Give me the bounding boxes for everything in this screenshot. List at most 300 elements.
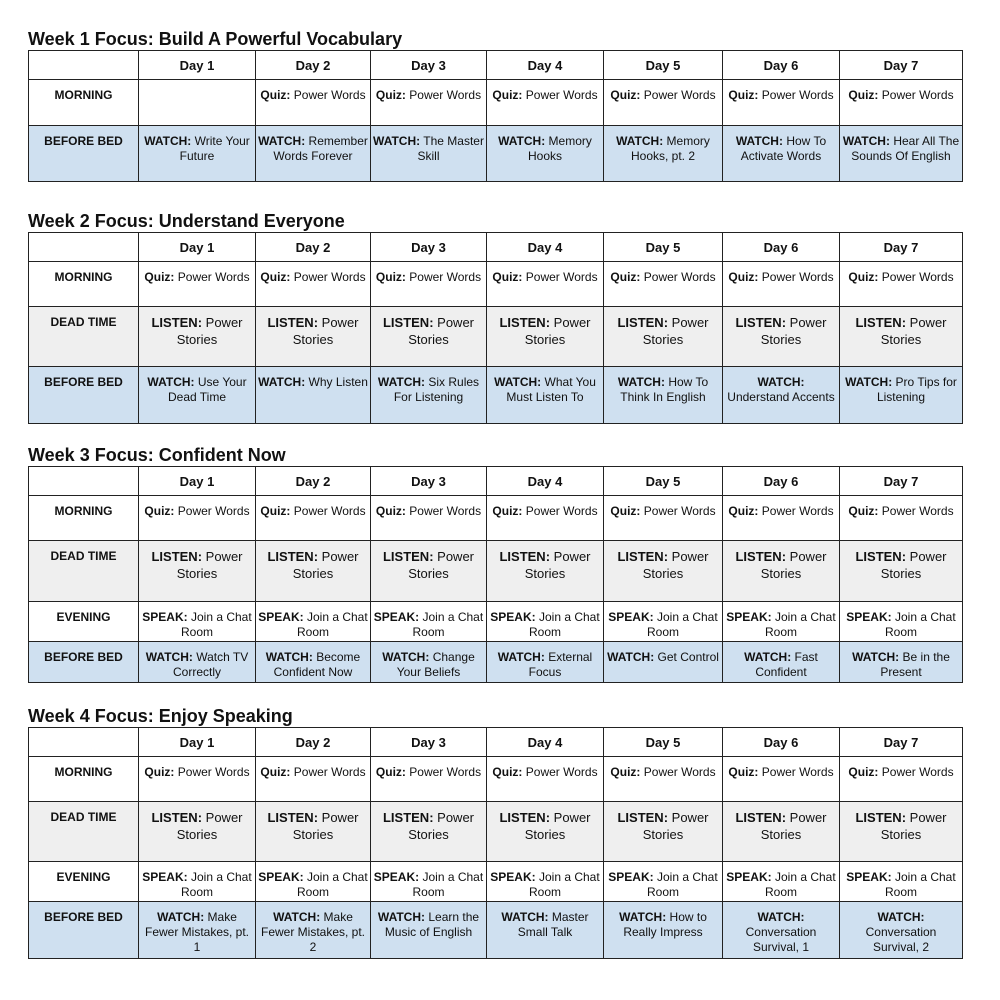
morning-row: [29, 262, 963, 307]
week-title: Week 4 Focus: Enjoy Speaking: [28, 706, 293, 726]
activity-cell: [139, 602, 256, 642]
activity-title: Join a Chat Room: [180, 610, 252, 639]
activity-type: WATCH:: [145, 650, 193, 664]
activity-cell: [604, 642, 723, 683]
activity-type: SPEAK:: [490, 610, 536, 624]
header-row: [29, 467, 963, 496]
dead-row: [29, 802, 963, 862]
row-label: EVENING: [29, 602, 139, 642]
activity-cell: [604, 757, 723, 802]
activity-type: Quiz:: [848, 88, 879, 102]
activity-cell: [840, 602, 963, 642]
activity-title: Power Stories: [880, 810, 947, 842]
activity-cell: [723, 307, 840, 367]
activity-title: Power Words: [761, 504, 834, 518]
activity-type: WATCH:: [373, 134, 421, 148]
day-header: Day 6: [723, 233, 840, 262]
day-header: Day 1: [139, 728, 256, 757]
activity-type: SPEAK:: [726, 870, 772, 884]
activity-cell: [256, 902, 371, 959]
activity-title: Power Words: [881, 765, 954, 779]
activity-type: Quiz:: [260, 88, 291, 102]
morning-row: [29, 757, 963, 802]
activity-cell: [139, 902, 256, 959]
activity-type: WATCH:: [852, 650, 900, 664]
activity-title: The Master Skill: [417, 134, 484, 163]
activity-cell: [723, 802, 840, 862]
activity-title: Join a Chat Room: [296, 870, 368, 899]
morning-row: [29, 496, 963, 541]
activity-type: WATCH:: [144, 134, 192, 148]
activity-type: LISTEN:: [735, 810, 787, 825]
activity-cell: [723, 862, 840, 902]
activity-cell: [256, 126, 371, 182]
activity-cell: [723, 642, 840, 683]
activity-title: Power Words: [293, 270, 366, 284]
activity-type: WATCH:: [619, 910, 667, 924]
activity-cell: [371, 126, 487, 182]
activity-title: Remember Words Forever: [273, 134, 368, 163]
activity-title: Power Words: [761, 270, 834, 284]
header-row: [29, 51, 963, 80]
activity-title: External Focus: [528, 650, 593, 679]
activity-cell: [840, 862, 963, 902]
dead-row: [29, 541, 963, 602]
activity-type: Quiz:: [610, 270, 641, 284]
activity-title: Power Stories: [176, 549, 243, 581]
day-header: Day 7: [840, 467, 963, 496]
activity-cell: [371, 757, 487, 802]
activity-title: Power Words: [525, 504, 598, 518]
activity-title: Conversation Survival, 1: [745, 925, 817, 954]
day-header: Day 5: [604, 51, 723, 80]
activity-title: Join a Chat Room: [296, 610, 368, 639]
activity-type: WATCH:: [157, 910, 205, 924]
row-label: DEAD TIME: [29, 802, 139, 862]
activity-title: Power Words: [409, 504, 482, 518]
activity-type: LISTEN:: [855, 549, 907, 564]
day-header: Day 3: [371, 233, 487, 262]
activity-cell: [840, 307, 963, 367]
activity-title: Change Your Beliefs: [396, 650, 475, 679]
activity-title: Join a Chat Room: [412, 870, 484, 899]
week-3-table: [28, 466, 963, 683]
activity-cell: [840, 126, 963, 182]
activity-type: Quiz:: [144, 504, 175, 518]
row-label: MORNING: [29, 262, 139, 307]
activity-cell: [723, 80, 840, 126]
activity-type: Quiz:: [144, 765, 175, 779]
row-label: BEFORE BED: [29, 902, 139, 959]
row-label: DEAD TIME: [29, 307, 139, 367]
activity-type: LISTEN:: [499, 549, 551, 564]
activity-cell: [371, 262, 487, 307]
activity-type: SPEAK:: [608, 870, 654, 884]
activity-cell: [604, 80, 723, 126]
activity-cell: [487, 602, 604, 642]
activity-type: WATCH:: [265, 650, 313, 664]
activity-cell: [256, 80, 371, 126]
activity-title: Power Stories: [408, 315, 475, 347]
activity-cell: [256, 862, 371, 902]
activity-title: Join a Chat Room: [764, 610, 836, 639]
activity-cell: [371, 307, 487, 367]
activity-cell: [256, 802, 371, 862]
week-1-table: [28, 50, 963, 182]
activity-title: Power Words: [293, 504, 366, 518]
activity-type: WATCH:: [258, 134, 306, 148]
activity-type: Quiz:: [375, 270, 406, 284]
activity-type: LISTEN:: [855, 315, 907, 330]
activity-type: LISTEN:: [855, 810, 907, 825]
activity-type: WATCH:: [735, 134, 783, 148]
activity-type: WATCH:: [273, 910, 321, 924]
day-header: Day 6: [723, 728, 840, 757]
activity-cell: [256, 262, 371, 307]
activity-cell: [487, 496, 604, 541]
day-header: Day 7: [840, 51, 963, 80]
activity-title: Power Words: [409, 88, 482, 102]
activity-cell: [487, 262, 604, 307]
activity-title: Power Words: [525, 270, 598, 284]
row-label: MORNING: [29, 80, 139, 126]
activity-cell: [723, 757, 840, 802]
activity-title: Power Stories: [642, 315, 709, 347]
activity-cell: [487, 126, 604, 182]
day-header: Day 4: [487, 728, 604, 757]
activity-type: LISTEN:: [151, 315, 203, 330]
corner-cell: [29, 233, 139, 262]
activity-cell: [139, 367, 256, 424]
activity-type: WATCH:: [757, 910, 805, 924]
activity-type: Quiz:: [728, 270, 759, 284]
activity-type: Quiz:: [375, 504, 406, 518]
week-4-section: [28, 705, 962, 959]
day-header: Day 4: [487, 233, 604, 262]
morning-row: [29, 80, 963, 126]
day-header: Day 4: [487, 51, 604, 80]
activity-cell: [840, 757, 963, 802]
activity-cell: [139, 496, 256, 541]
header-row: [29, 728, 963, 757]
activity-title: Power Stories: [408, 549, 475, 581]
activity-title: Power Words: [293, 765, 366, 779]
activity-title: Power Words: [525, 88, 598, 102]
activity-type: Quiz:: [728, 504, 759, 518]
activity-type: SPEAK:: [258, 870, 304, 884]
activity-cell: [604, 307, 723, 367]
activity-type: LISTEN:: [617, 315, 669, 330]
activity-title: Join a Chat Room: [646, 610, 718, 639]
activity-title: Power Words: [177, 504, 250, 518]
activity-type: SPEAK:: [608, 610, 654, 624]
activity-title: Power Stories: [642, 810, 709, 842]
activity-cell: [487, 902, 604, 959]
activity-type: LISTEN:: [267, 315, 319, 330]
activity-cell: [371, 642, 487, 683]
activity-cell: [256, 602, 371, 642]
activity-cell: [139, 862, 256, 902]
activity-type: Quiz:: [848, 504, 879, 518]
activity-title: Why Listen: [308, 375, 368, 389]
activity-title: Make Fewer Mistakes, pt. 1: [144, 910, 250, 954]
activity-cell: [139, 80, 256, 126]
week-2-section: [28, 210, 962, 424]
activity-cell: [371, 541, 487, 602]
activity-title: Be in the Present: [880, 650, 950, 679]
activity-title: Master Small Talk: [517, 910, 589, 939]
activity-type: WATCH:: [377, 910, 426, 924]
activity-cell: [487, 802, 604, 862]
activity-type: LISTEN:: [617, 810, 669, 825]
activity-title: Fast Confident: [755, 650, 818, 679]
activity-type: LISTEN:: [151, 810, 203, 825]
activity-cell: [604, 496, 723, 541]
activity-title: Power Words: [643, 765, 716, 779]
activity-cell: [723, 602, 840, 642]
activity-title: Power Words: [761, 88, 834, 102]
day-header: Day 5: [604, 233, 723, 262]
activity-cell: [840, 367, 963, 424]
activity-type: Quiz:: [492, 88, 523, 102]
activity-type: Quiz:: [375, 765, 406, 779]
activity-cell: [371, 367, 487, 424]
activity-type: LISTEN:: [382, 315, 434, 330]
activity-title: How To Activate Words: [740, 134, 827, 163]
week-4-table: [28, 727, 963, 959]
activity-title: Power Words: [643, 88, 716, 102]
activity-title: Join a Chat Room: [646, 870, 718, 899]
activity-title: Power Stories: [524, 549, 591, 581]
activity-type: WATCH:: [497, 650, 545, 664]
activity-title: How to Really Impress: [623, 910, 707, 939]
corner-cell: [29, 467, 139, 496]
activity-type: SPEAK:: [142, 870, 188, 884]
activity-title: Power Words: [881, 270, 954, 284]
activity-type: WATCH:: [377, 375, 426, 389]
activity-type: WATCH:: [607, 650, 655, 664]
activity-title: Power Stories: [760, 315, 827, 347]
activity-type: Quiz:: [492, 504, 523, 518]
activity-type: Quiz:: [260, 765, 291, 779]
activity-cell: [723, 902, 840, 959]
activity-cell: [487, 307, 604, 367]
week-title: Week 3 Focus: Confident Now: [28, 445, 286, 465]
row-label: BEFORE BED: [29, 642, 139, 683]
activity-cell: [723, 262, 840, 307]
activity-title: Power Stories: [760, 549, 827, 581]
activity-type: SPEAK:: [373, 610, 420, 624]
activity-cell: [604, 367, 723, 424]
activity-cell: [139, 126, 256, 182]
day-header: Day 5: [604, 467, 723, 496]
activity-title: Join a Chat Room: [412, 610, 484, 639]
activity-title: How To Think In English: [620, 375, 709, 404]
activity-title: Power Stories: [408, 810, 475, 842]
activity-type: Quiz:: [375, 88, 406, 102]
activity-title: Power Stories: [642, 549, 709, 581]
activity-type: Quiz:: [260, 270, 291, 284]
activity-cell: [840, 902, 963, 959]
activity-type: WATCH:: [258, 375, 306, 389]
activity-cell: [840, 262, 963, 307]
activity-title: Hear All The Sounds Of English: [851, 134, 960, 163]
activity-cell: [840, 80, 963, 126]
day-header: Day 7: [840, 233, 963, 262]
row-label: MORNING: [29, 496, 139, 541]
activity-cell: [840, 642, 963, 683]
week-1-section: [28, 28, 962, 182]
bed-row: [29, 902, 963, 959]
activity-cell: [604, 862, 723, 902]
activity-type: LISTEN:: [735, 315, 787, 330]
activity-cell: [256, 642, 371, 683]
activity-title: Understand Accents: [727, 390, 835, 404]
week-title: Week 2 Focus: Understand Everyone: [28, 211, 345, 231]
activity-type: SPEAK:: [846, 870, 892, 884]
activity-cell: [371, 496, 487, 541]
activity-title: Memory Hooks, pt. 2: [630, 134, 710, 163]
activity-type: Quiz:: [728, 765, 759, 779]
activity-type: WATCH:: [501, 910, 549, 924]
activity-title: Power Words: [881, 504, 954, 518]
activity-title: Power Words: [409, 765, 482, 779]
evening-row: [29, 862, 963, 902]
activity-cell: [723, 541, 840, 602]
activity-cell: [487, 80, 604, 126]
activity-cell: [604, 802, 723, 862]
activity-cell: [256, 541, 371, 602]
activity-type: LISTEN:: [617, 549, 669, 564]
activity-title: Become Confident Now: [273, 650, 361, 679]
activity-type: SPEAK:: [490, 870, 536, 884]
activity-type: Quiz:: [492, 765, 523, 779]
activity-type: LISTEN:: [151, 549, 203, 564]
activity-cell: [139, 802, 256, 862]
activity-type: LISTEN:: [499, 810, 551, 825]
activity-cell: [840, 496, 963, 541]
activity-title: Power Stories: [880, 549, 947, 581]
activity-type: WATCH:: [744, 650, 792, 664]
activity-title: Learn the Music of English: [384, 910, 480, 939]
activity-type: LISTEN:: [382, 549, 434, 564]
activity-cell: [256, 757, 371, 802]
activity-type: Quiz:: [610, 504, 641, 518]
activity-cell: [487, 541, 604, 602]
activity-cell: [371, 902, 487, 959]
row-label: DEAD TIME: [29, 541, 139, 602]
activity-title: Six Rules For Listening: [393, 375, 480, 404]
activity-cell: [604, 902, 723, 959]
activity-title: Join a Chat Room: [884, 610, 956, 639]
header-row: [29, 233, 963, 262]
activity-type: WATCH:: [147, 375, 195, 389]
day-header: Day 3: [371, 467, 487, 496]
activity-title: Join a Chat Room: [764, 870, 836, 899]
activity-type: WATCH:: [494, 375, 542, 389]
day-header: Day 6: [723, 467, 840, 496]
day-header: Day 2: [256, 467, 371, 496]
activity-title: Power Words: [177, 765, 250, 779]
row-label: MORNING: [29, 757, 139, 802]
activity-cell: [256, 307, 371, 367]
activity-title: Power Words: [881, 88, 954, 102]
activity-title: Power Stories: [292, 315, 359, 347]
row-label: BEFORE BED: [29, 126, 139, 182]
activity-title: Power Stories: [292, 810, 359, 842]
activity-type: LISTEN:: [267, 549, 319, 564]
activity-type: LISTEN:: [735, 549, 787, 564]
bed-row: [29, 126, 963, 182]
activity-type: SPEAK:: [726, 610, 772, 624]
activity-type: Quiz:: [610, 88, 641, 102]
day-header: Day 3: [371, 51, 487, 80]
activity-title: Write Your Future: [179, 134, 250, 163]
activity-title: Power Words: [761, 765, 834, 779]
activity-type: Quiz:: [492, 270, 523, 284]
bed-row: [29, 642, 963, 683]
activity-type: WATCH:: [617, 375, 665, 389]
activity-cell: [604, 602, 723, 642]
activity-title: Power Words: [409, 270, 482, 284]
row-label: EVENING: [29, 862, 139, 902]
evening-row: [29, 602, 963, 642]
activity-title: Power Words: [643, 504, 716, 518]
activity-title: Power Stories: [760, 810, 827, 842]
activity-cell: [723, 496, 840, 541]
activity-type: Quiz:: [610, 765, 641, 779]
activity-type: WATCH:: [498, 134, 546, 148]
activity-cell: [840, 541, 963, 602]
activity-cell: [723, 126, 840, 182]
activity-title: Power Stories: [880, 315, 947, 347]
day-header: Day 2: [256, 51, 371, 80]
activity-type: Quiz:: [728, 88, 759, 102]
activity-title: Join a Chat Room: [884, 870, 956, 899]
activity-cell: [840, 802, 963, 862]
day-header: Day 2: [256, 728, 371, 757]
activity-type: LISTEN:: [499, 315, 551, 330]
activity-type: WATCH:: [382, 650, 430, 664]
activity-title: Join a Chat Room: [528, 610, 600, 639]
bed-row: [29, 367, 963, 424]
activity-title: Power Stories: [524, 315, 591, 347]
activity-title: Power Stories: [524, 810, 591, 842]
activity-cell: [139, 262, 256, 307]
activity-type: WATCH:: [877, 910, 925, 924]
activity-type: LISTEN:: [382, 810, 434, 825]
activity-cell: [256, 496, 371, 541]
dead-row: [29, 307, 963, 367]
activity-title: Power Words: [293, 88, 366, 102]
activity-type: Quiz:: [848, 765, 879, 779]
day-header: Day 4: [487, 467, 604, 496]
activity-cell: [604, 126, 723, 182]
activity-cell: [139, 642, 256, 683]
activity-type: Quiz:: [848, 270, 879, 284]
week-3-section: [28, 444, 962, 683]
activity-cell: [487, 757, 604, 802]
activity-cell: [139, 307, 256, 367]
activity-cell: [371, 80, 487, 126]
week-title: Week 1 Focus: Build A Powerful Vocabulary: [28, 29, 403, 49]
activity-title: Power Words: [177, 270, 250, 284]
activity-type: SPEAK:: [258, 610, 304, 624]
activity-cell: [604, 262, 723, 307]
activity-type: WATCH:: [845, 375, 893, 389]
activity-cell: [487, 642, 604, 683]
activity-cell: [139, 757, 256, 802]
